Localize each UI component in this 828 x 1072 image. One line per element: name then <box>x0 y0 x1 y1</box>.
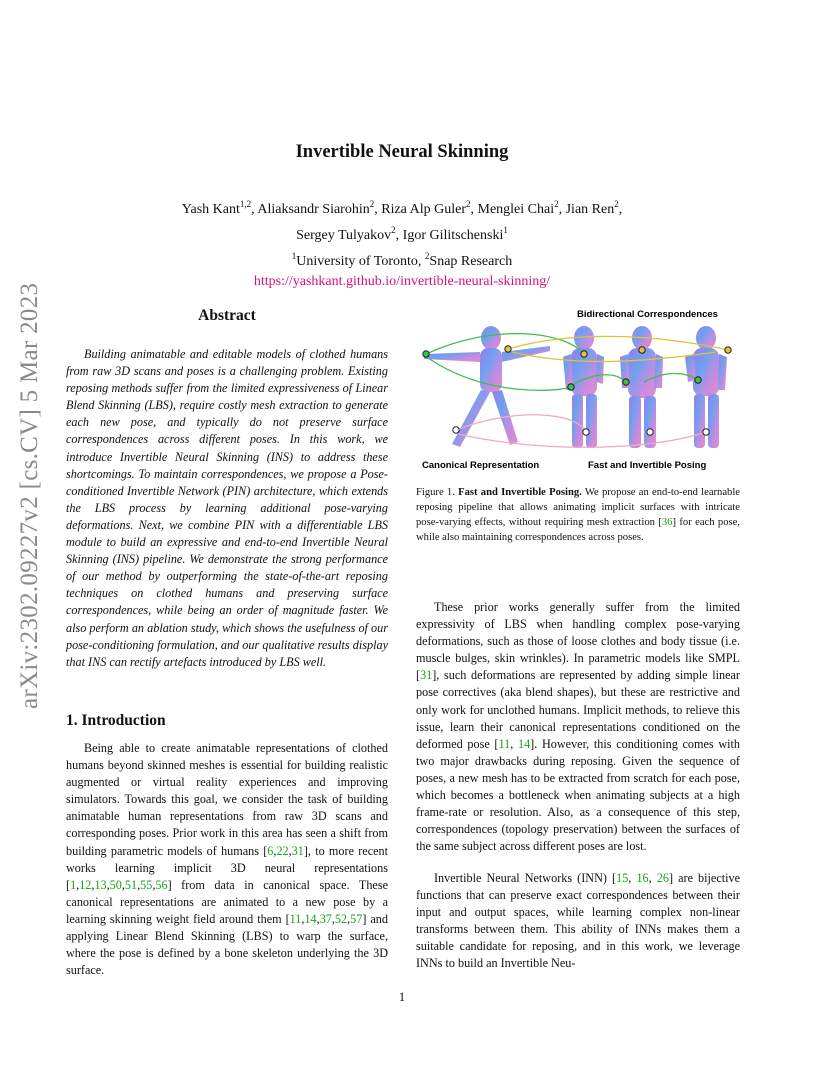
intro-paragraph: Being able to create animatable representations of clothed humans beyond skinned meshes is essential for building realistic augmented or virtual reality experiences and improving simulators. Towards this goal, we consider the task of building animatable human representations from raw 3D scans and corresponding poses. Prior work in this area has seen a shift from building parametric models of humans [6,22,31], to more recent works learning implicit 3D neural representations [1,12,13,50,51,55,56] from data in canonical space. These canonical representations are animated to a new pose by a learning skinning weight field around them [11,14,37,52,57] and applying Linear Blend Skinning (LBS) to warp the surface, where the pose is defined by a bone skeleton underlying the 3D surface. <box>66 741 388 978</box>
author-name: , Jian Ren <box>558 202 615 217</box>
citation-link[interactable]: 11 <box>289 911 302 926</box>
author-name: , Igor Gilitschenski <box>395 228 504 243</box>
author-line-2 <box>0 220 804 246</box>
citation-link[interactable]: 15 <box>616 871 629 885</box>
citation-link[interactable]: 14 <box>517 736 531 751</box>
affiliation-marker: 2 <box>614 199 619 209</box>
page-number: 1 <box>398 990 406 1004</box>
canonical-body-figure <box>424 326 550 447</box>
affiliation-name: University of Toronto, <box>296 254 425 269</box>
citation-link[interactable]: 55 <box>140 877 153 892</box>
affiliation-marker: 2 <box>391 225 396 235</box>
citation-link[interactable]: 16 <box>636 871 649 885</box>
figure-label-top: Bidirectional Correspondences <box>577 309 718 320</box>
abstract-text: Building animatable and editable models of clothed humans from raw 3D scans and poses is a challenging problem. Existing reposing methods suffer from the limited expressiveness of Linear Blend Skinning (LBS), require costly mesh extraction to generate each new pose, and typically do not preserve surface correspondences across different poses. In this work, we introduce Invertible Neural Skinning (INS) to address these shortcomings. To maintain correspondences, we propose a Pose-conditioned Invertible Network (PIN) architecture, which extends the LBS process by learning additional pose-varying deformations. Next, we combine PIN with a differentiable LBS module to build an expressive and end-to-end Invertible Neural Skinning (INS) pipeline. We demonstrate the strong performance of our method by outperforming the state-of-the-art reposing techniques on clothed humans and preserving surface correspondences, while being an order of magnitude faster. We also perform an ablation study, which shows the usefulness of our pose-conditioning formulation, and our qualitative results display that INS can rectify artefacts introduced by LBS well. <box>66 347 388 669</box>
paper-title: Invertible Neural Skinning <box>295 142 509 162</box>
author-name: Sergey Tulyakov <box>296 228 392 243</box>
citation-link[interactable]: 31 <box>420 668 433 683</box>
figure-illustration <box>416 302 746 477</box>
citation-link[interactable]: 51 <box>124 877 138 892</box>
affiliation-marker: 1,2 <box>239 199 252 209</box>
author-separator: , <box>618 202 623 217</box>
figure-caption: Figure 1. Fast and Invertible Posing. We propose an end-to-end learnable reposing pipeline that allows animating implicit surfaces with intricate pose-varying effects, without requiring mesh extraction [36] for each pose, while also maintaining correspondences across poses. <box>416 487 740 543</box>
author-name: , Menglei Chai <box>470 202 555 217</box>
author-name: , Aliaksandr Siarohin <box>251 202 370 217</box>
section-heading-introduction: 1. Introduction <box>66 712 166 729</box>
citation-link[interactable]: 26 <box>656 871 669 885</box>
citation-link[interactable]: 50 <box>109 877 122 892</box>
citation-link[interactable]: 22 <box>276 843 289 858</box>
affiliation-marker: 1 <box>291 251 297 261</box>
citation-link[interactable]: 13 <box>94 877 107 892</box>
affiliation-marker: 2 <box>369 199 375 209</box>
affiliation-marker: 2 <box>424 251 430 261</box>
affiliations <box>0 246 804 272</box>
author-line-1 <box>0 194 804 220</box>
author-name: , Riza Alp Guler <box>374 202 466 217</box>
figure-1 <box>416 302 746 477</box>
citation-link[interactable]: 6 <box>267 843 274 858</box>
citation-link[interactable]: 14 <box>304 911 317 926</box>
figure-label-left: Canonical Representation <box>422 460 540 471</box>
citation-link[interactable]: 36 <box>661 517 673 528</box>
affiliation-name: Snap Research <box>429 254 513 269</box>
citation-link[interactable]: 31 <box>291 843 304 858</box>
abstract-heading: Abstract <box>198 307 256 324</box>
author-block <box>0 194 804 292</box>
citation-link[interactable]: 52 <box>334 911 348 926</box>
citation-link[interactable]: 11 <box>498 736 511 751</box>
body-paragraph: These prior works generally suffer from the limited expressivity of LBS when handling complex pose-varying deformations, such as those of loose clothes and body tissue (i.e. muscle bulges, skin wrinkles). In parametric models like SMPL [31], such deformations are represented by adding simple linear pose correctives (aka blend shapes), but these are restrictive and only work for unclothed humans. Implicit methods, to relieve this issue, learn their canonical representations conditioned on the deformed pose [11, 14]. However, this conditioning comes with two major drawbacks during reposing. Given the sequence of poses, a new mesh has to be extracted from scratch for each pose, which becomes a bottleneck when animating subjects at a high frame-rate or resolution. Also, as a consequence of this step, correspondences (topology preservation) between the surfaces of the same subject across different poses are lost. <box>416 600 740 854</box>
posed-body-figure <box>620 326 663 448</box>
citation-link[interactable]: 12 <box>79 877 92 892</box>
affiliation-marker: 2 <box>466 199 471 209</box>
citation-link[interactable]: 56 <box>155 877 168 892</box>
citation-link[interactable]: 37 <box>319 911 332 926</box>
figure-label-right: Fast and Invertible Posing <box>588 460 707 471</box>
affiliation-marker: 2 <box>554 199 559 209</box>
citation-link[interactable]: 1 <box>70 877 77 892</box>
affiliation-marker: 1 <box>503 225 508 235</box>
author-name: Yash Kant <box>181 202 240 217</box>
citation-link[interactable]: 57 <box>350 911 363 926</box>
project-url-link[interactable]: https://yashkant.github.io/invertible-neural-skinning/ <box>253 274 551 289</box>
body-paragraph: Invertible Neural Networks (INN) [15, 16, 26] are bijective functions that can preserve exact correspondences between their input and output spaces, while learning complex non-linear transforms between them. This ability of INNs makes them a suitable candidate for reposing, and in this work, we leverage INNs to build an Invertible Neu- <box>416 871 741 971</box>
arxiv-identifier: arXiv:2302.09227v2 [cs.CV] 5 Mar 2023 <box>16 282 43 709</box>
